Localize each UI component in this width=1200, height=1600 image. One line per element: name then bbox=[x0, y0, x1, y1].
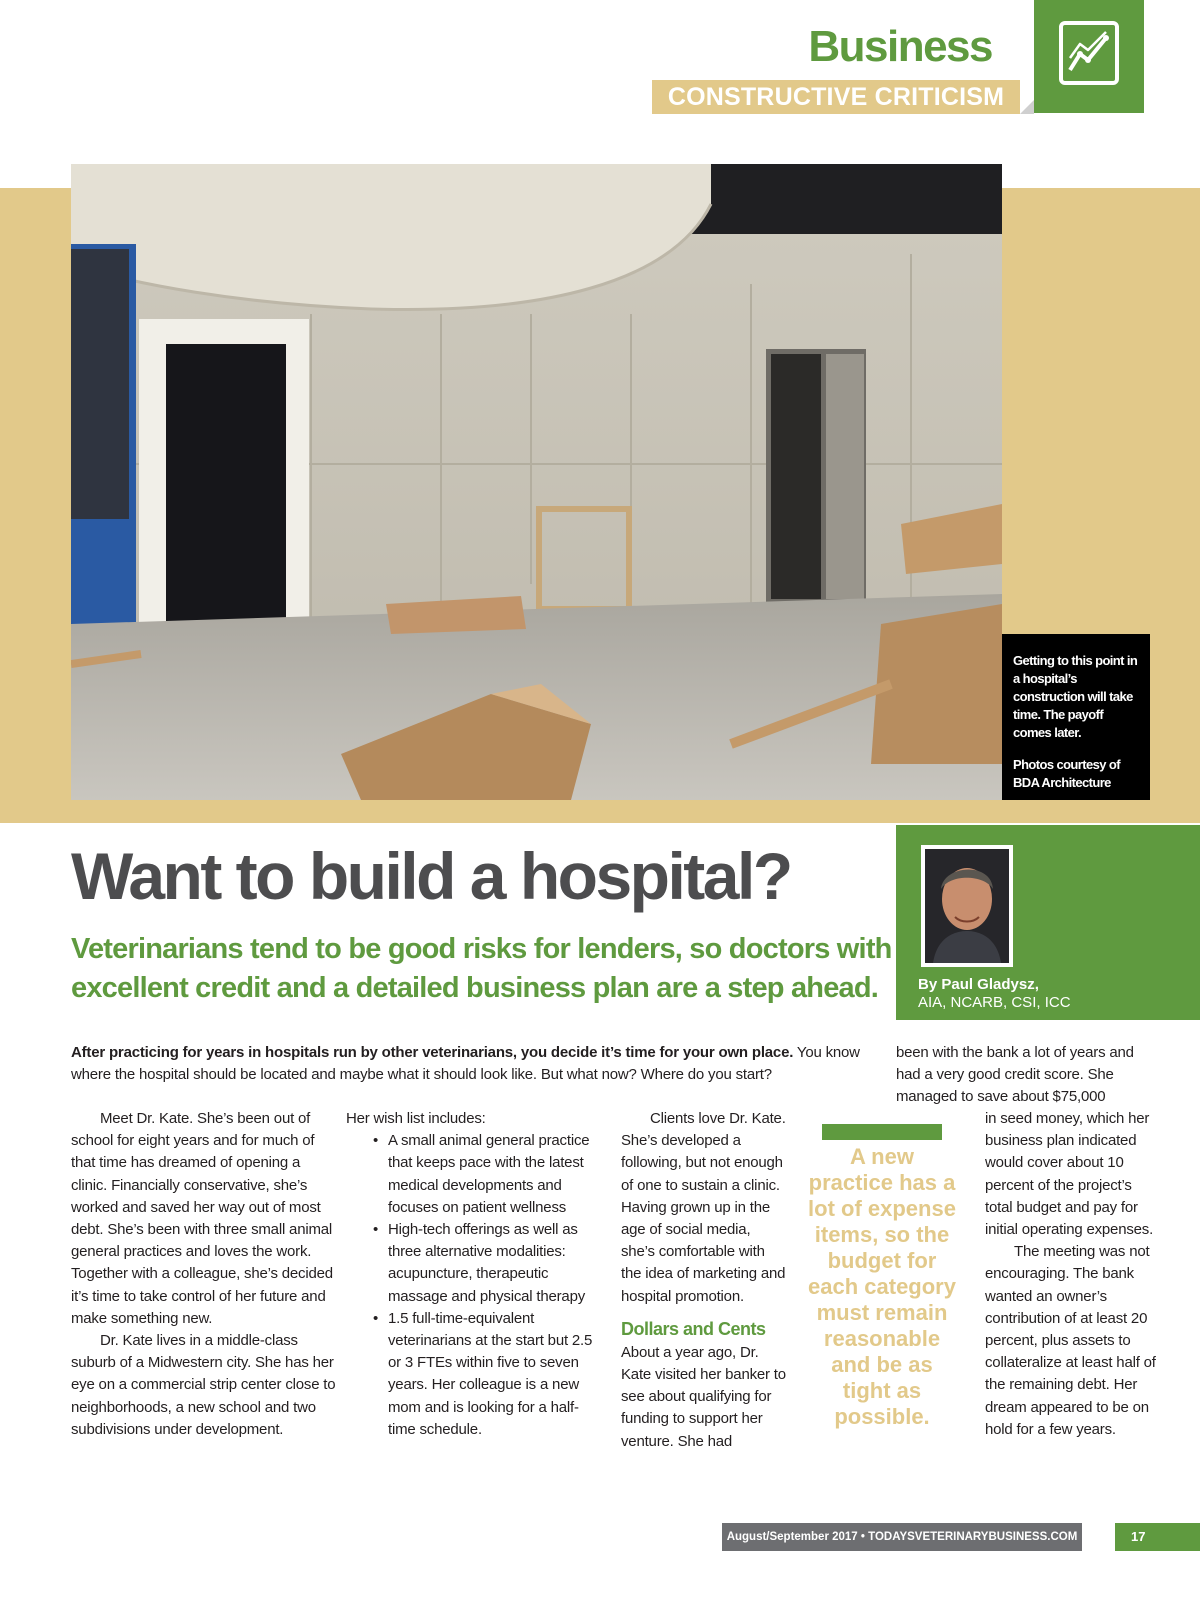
photo-credit: Photos courtesy of BDA Architecture bbox=[1013, 757, 1120, 790]
list-item: • A small animal general practice that keeps pace with the latest medical developments and focuses on patient wellness bbox=[388, 1130, 596, 1219]
icon-fold bbox=[1020, 100, 1034, 114]
body-paragraph: Dr. Kate lives in a middle-class suburb of a Midwestern city. She has her eye on a commercial strip center close to neighborhoods, a new school and two subdivisions under development. bbox=[71, 1332, 336, 1438]
body-paragraph: Meet Dr. Kate. She’s been out of school for eight years and for much of that time has dreamed of opening a clinic. Financially conservative, she’s worked and saved her way out of most debt. She’s been with three small animal general practices and loves the work. Together with a colleague, she’s decided it’s time to take control of her future and make something new. bbox=[71, 1110, 333, 1327]
body-column-4 bbox=[985, 1108, 1160, 1441]
body-paragraph: in seed money, which her business plan indicated would cover about 10 percent of the project’s total budget and pay for initial operating expenses. bbox=[985, 1110, 1154, 1239]
body-paragraph: About a year ago, Dr. Kate visited her banker to see about qualifying for funding to support her venture. She had bbox=[621, 1343, 786, 1450]
section-title: Business bbox=[808, 22, 992, 71]
author-photo bbox=[921, 845, 1013, 967]
article-headline: Want to build a hospital? bbox=[71, 839, 791, 913]
body-column-1 bbox=[71, 1108, 336, 1441]
body-column-3 bbox=[621, 1108, 786, 1453]
body-column-2 bbox=[346, 1108, 596, 1441]
article-lead bbox=[71, 1042, 881, 1086]
issue-date: August/September 2017 bbox=[726, 1531, 858, 1543]
photo-caption bbox=[1002, 634, 1150, 800]
construction-photo bbox=[71, 164, 1002, 800]
author-byline bbox=[918, 976, 1071, 1012]
body-paragraph: The meeting was not encouraging. The bank wanted an owner’s contribution of at least 20 percent, plus assets to collateralize at least half of the remaining debt. Her dream appeared to be on hold for a few years. bbox=[985, 1243, 1156, 1438]
list-item: • High-tech offerings as well as three alternative modalities: acupuncture, therapeutic massage and physical therapy bbox=[388, 1219, 596, 1308]
section-kicker: CONSTRUCTIVE CRITICISM bbox=[652, 80, 1020, 114]
pull-quote-bar bbox=[822, 1124, 942, 1140]
lead-rest: You know where the hospital should be located and maybe what it should look like. But what now? Where do you start? bbox=[71, 1044, 860, 1083]
body-paragraph: been with the bank a lot of years and had a very good credit score. She managed to save about $75,000 bbox=[896, 1044, 1134, 1106]
body-column-4-top bbox=[896, 1042, 1156, 1109]
subheading: Dollars and Cents bbox=[621, 1318, 766, 1339]
construction-scene bbox=[71, 164, 1002, 800]
author-name: By Paul Gladysz, bbox=[918, 976, 1039, 993]
page-number: 17 bbox=[1115, 1523, 1200, 1551]
section-icon-box bbox=[1034, 0, 1144, 113]
chart-line-icon bbox=[1058, 20, 1120, 86]
author-credentials: AIA, NCARB, CSI, ICC bbox=[918, 994, 1071, 1011]
caption-text: Getting to this point in a hospital’s construction will take time. The payoff comes later. bbox=[1013, 653, 1138, 740]
wish-list-intro: Her wish list includes: bbox=[346, 1110, 486, 1127]
footer-bar: August/September 2017 • TODAYSVETERINARYBUSINESS.COM bbox=[722, 1523, 1082, 1551]
lead-bold: After practicing for years in hospitals run by other veterinarians, you decide it’s time for your own place. bbox=[71, 1044, 794, 1061]
pull-quote: A new practice has a lot of expense items, so the budget for each category must remain reasonable and be as tight as possible. bbox=[808, 1144, 956, 1429]
list-item: • 1.5 full-time-equivalent veterinarians at the start but 2.5 or 3 FTEs within five to seven years. Her colleague is a new mom and is looking for a half-time schedule. bbox=[388, 1308, 596, 1441]
article-deck: Veterinarians tend to be good risks for lenders, so doctors with excellent credit and a detailed business plan are a step ahead. bbox=[71, 933, 892, 1004]
wish-list bbox=[346, 1130, 596, 1441]
site-url: TODAYSVETERINARYBUSINESS.COM bbox=[868, 1531, 1078, 1543]
author-portrait bbox=[925, 849, 1009, 963]
body-paragraph: Clients love Dr. Kate. She’s developed a following, but not enough of one to sustain a clinic. Having grown up in the age of social media, she’s comfortable with the idea of marketing and hospital promotion. bbox=[621, 1110, 786, 1305]
